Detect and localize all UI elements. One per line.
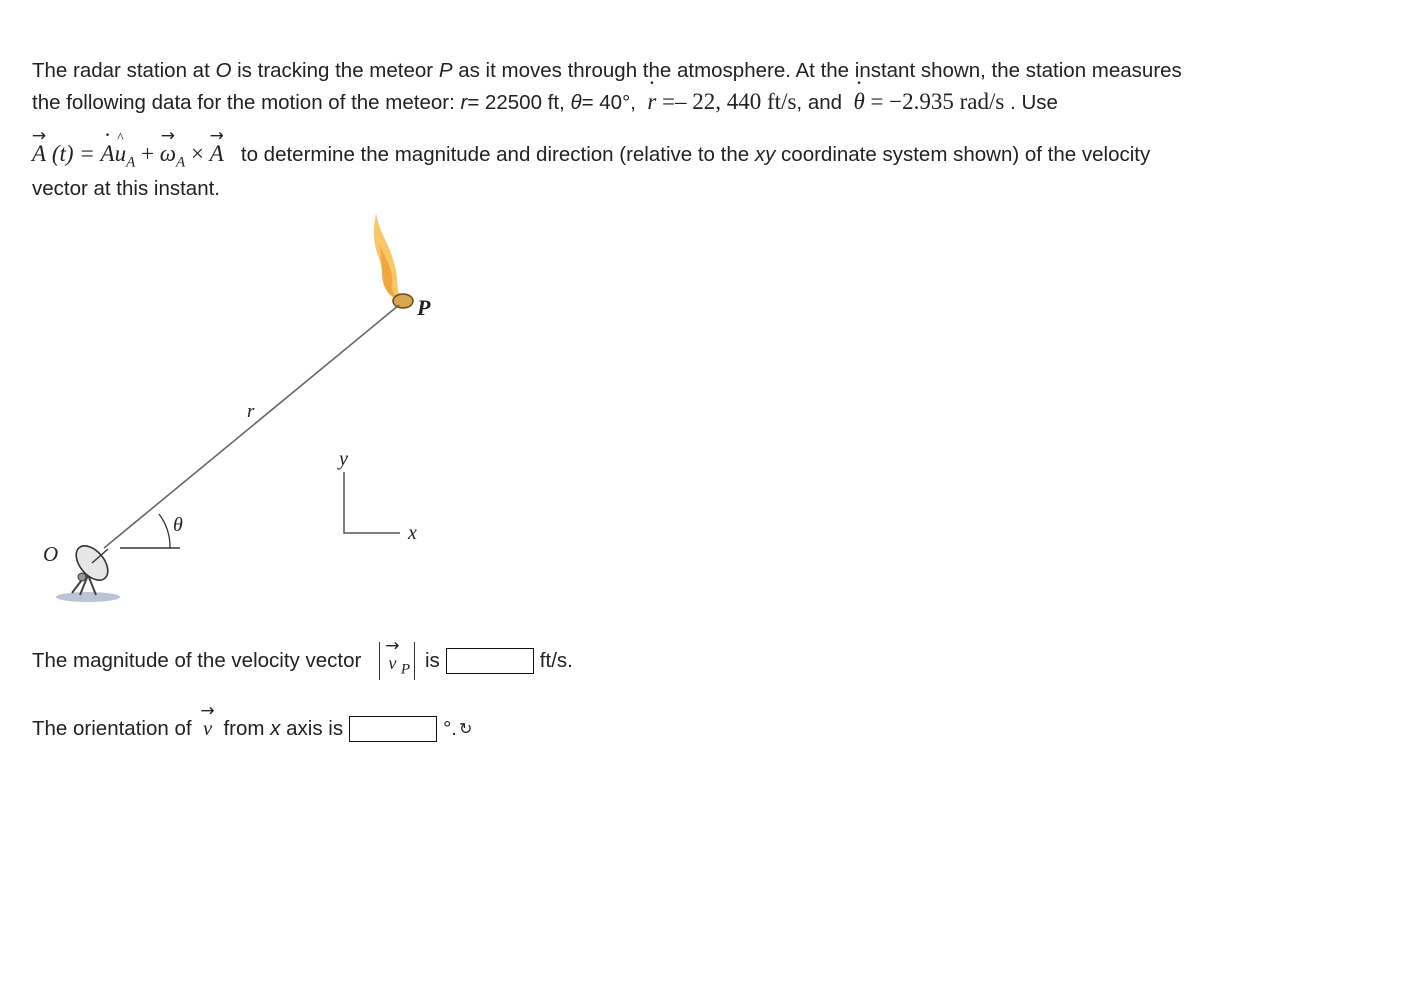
refresh-icon[interactable]: ↻	[459, 721, 473, 738]
problem-line-3: → A (t) = · A^ $u_A$ + → $\omega_A$ × → A to determine the magnitude and direction (relative to the xy coordinate system shown) of the velocity	[32, 138, 1392, 179]
label-x: x	[408, 522, 417, 544]
label-r: r	[247, 401, 255, 422]
problem-line-2: the following data for the motion of the meteor: r= 22500 ft, θ= 40°, · r =– 22, 440 ft/s, and · θ = −2.935 rad/s . Use	[32, 86, 1392, 118]
meteor-icon	[393, 294, 413, 308]
radar-meteor-figure	[28, 205, 488, 615]
theta-arc	[159, 514, 170, 548]
label-O: O	[43, 542, 59, 566]
magnitude-input[interactable]	[446, 648, 534, 674]
formula: → A (t) = · A^ $u_A$ + → $\omega_A$ × → A	[32, 141, 229, 166]
r-dot-symbol: · r	[647, 86, 656, 117]
radar-dish-icon	[56, 540, 120, 602]
problem-line-1: The radar station at O is tracking the meteor P as it moves through the atmosphere. At the instant shown, the station measures	[32, 59, 1182, 82]
label-theta: θ	[173, 514, 183, 536]
meteor-flame-icon	[374, 213, 404, 299]
magnitude-row: The magnitude of the velocity vector → v $_P$ is ft/s.	[32, 642, 573, 680]
problem-line-4: vector at this instant.	[32, 176, 221, 200]
orientation-input[interactable]	[349, 716, 437, 742]
velocity-magnitude-symbol: → v $_P$	[379, 642, 415, 680]
theta-dot-symbol: · θ	[853, 86, 864, 117]
problem-statement	[32, 55, 1392, 204]
orientation-row: The orientation of → v from x axis is °. ↻	[32, 716, 472, 742]
range-line	[104, 305, 399, 548]
label-y: y	[339, 448, 348, 470]
label-P: P	[417, 295, 431, 320]
xy-axes	[344, 472, 400, 533]
